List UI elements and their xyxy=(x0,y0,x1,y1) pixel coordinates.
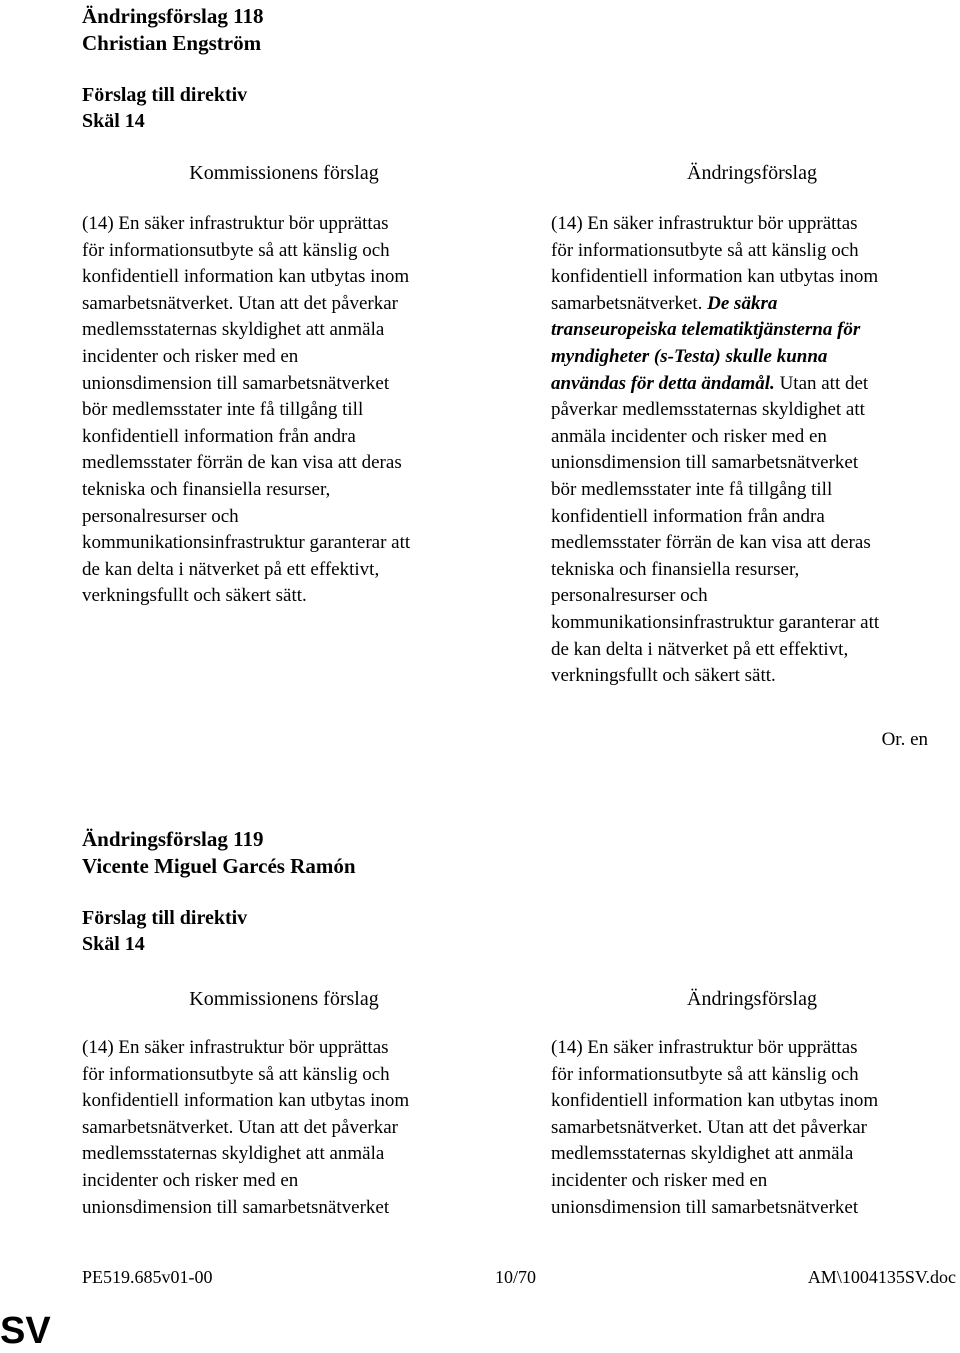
footer-page-number: 10/70 xyxy=(495,1267,537,1287)
amendment-118-amendment-text xyxy=(551,211,960,690)
amendment-118-author: Christian Engström xyxy=(82,31,262,55)
amendment-119-author: Vicente Miguel Garcés Ramón xyxy=(82,854,356,878)
amendment-118-amendment-heading: Ändringsförslag xyxy=(687,162,817,184)
footer-document-reference: PE519.685v01-00 xyxy=(82,1267,213,1287)
amendment-118-proposal: Förslag till direktiv xyxy=(82,84,248,106)
amendment-119-proposal: Förslag till direktiv xyxy=(82,907,248,929)
amendment-119-amendment-heading: Ändringsförslag xyxy=(687,988,817,1010)
amendment-118-amendment-text-added: De säkra transeuropeiska telematiktjänsterna för myndigheter (s-Testa) skulle kunna användas för detta ändamål. xyxy=(551,292,861,394)
amendment-118-recital: Skäl 14 xyxy=(82,110,145,132)
amendment-119-commission-heading: Kommissionens förslag xyxy=(189,988,379,1010)
amendment-118-commission-text: (14) En säker infrastruktur bör upprättas för informationsutbyte så att känslig och konfidentiell information kan utbytas inom samarbetsnätverket. Utan att det påverkar medlemsstaternas skyldighet att anmäla incidenter och risker med en unionsdimension till samarbetsnätverket bör medlemsstater inte få tillgång till konfidentiell information från andra medlemsstater förrän de kan visa att deras tekniska och finansiella resurser, personalresurser och kommunikationsinfrastruktur garanterar att de kan delta i nätverket på ett effektivt, verkningsfullt och säkert sätt. xyxy=(82,213,411,607)
footer-language-code: SV xyxy=(0,1310,51,1352)
amendment-119-title: Ändringsförslag 119 xyxy=(82,827,264,851)
amendment-118-amendment-text-end: Utan att det påverkar medlemsstaternas skyldighet att anmäla incidenter och risker med en unionsdimension till samarbetsnätverket bör medlemsstater inte få tillgång till konfidentiell information från andra medlemsstater förrän de kan visa att deras tekniska och finansiella resurser, personalresurser och kommunikationsinfrastruktur garanterar att de kan delta i nätverket på ett effektivt, verkningsfullt och säkert sätt. xyxy=(551,372,880,687)
amendment-118-commission-heading: Kommissionens förslag xyxy=(189,162,379,184)
amendment-118-title: Ändringsförslag 118 xyxy=(82,4,264,28)
amendment-118-original-language: Or. en xyxy=(881,729,928,750)
amendment-119-amendment-text: (14) En säker infrastruktur bör upprättas för informationsutbyte så att känslig och konfidentiell information kan utbytas inom samarbetsnätverket. Utan att det påverkar medlemsstaternas skyldighet att anmäla incidenter och risker med en unionsdimension till samarbetsnätverket xyxy=(551,1037,879,1218)
amendment-119-recital: Skäl 14 xyxy=(82,933,145,955)
amendment-119-commission-text: (14) En säker infrastruktur bör upprättas för informationsutbyte så att känslig och konfidentiell information kan utbytas inom samarbetsnätverket. Utan att det påverkar medlemsstaternas skyldighet att anmäla incidenter och risker med en unionsdimension till samarbetsnätverket xyxy=(82,1037,410,1218)
amendment-118-amendment-text-start: (14) En säker infrastruktur bör upprättas för informationsutbyte så att känslig och konfidentiell information kan utbytas inom samarbetsnätverket. xyxy=(551,213,879,314)
footer-file-reference: AM\1004135SV.doc xyxy=(807,1267,956,1287)
